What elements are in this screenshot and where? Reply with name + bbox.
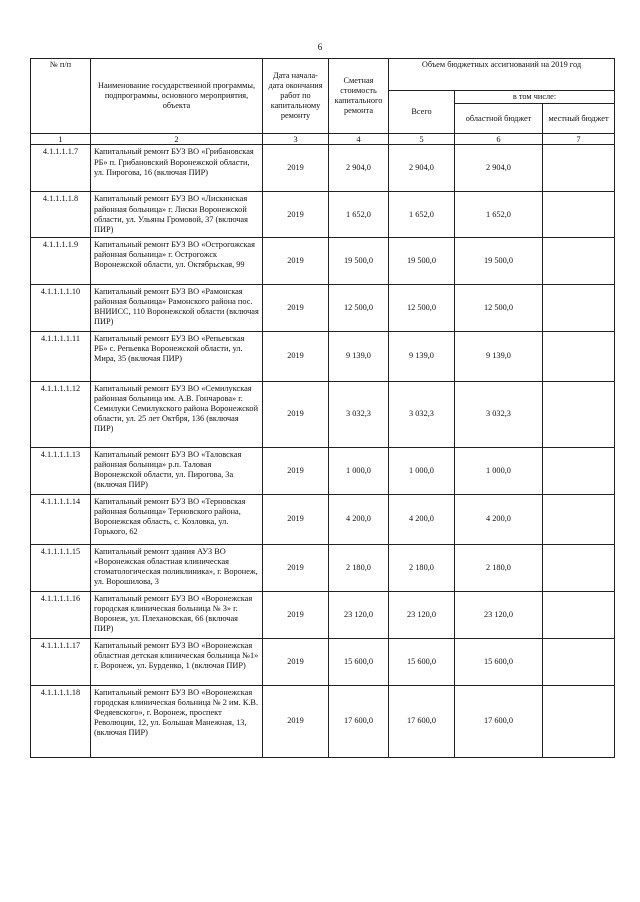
row-code: 4.1.1.1.1.16	[31, 591, 91, 638]
row-total: 17 600,0	[389, 685, 455, 757]
row-code: 4.1.1.1.1.13	[31, 447, 91, 494]
row-name: Капитальный ремонт БУЗ ВО «Грибановская РБ» п. Грибановский Воронежской области, ул. Пирогова, 16 (включая ПИР)	[91, 145, 263, 192]
row-year: 2019	[263, 494, 329, 544]
table-row	[31, 331, 615, 381]
row-name: Капитальный ремонт БУЗ ВО «Воронежская городская клиническая больница № 3» г. Воронеж, ул. Плехановская, 66 (включая ПИР)	[91, 591, 263, 638]
row-local	[543, 237, 615, 284]
row-name: Капитальный ремонт БУЗ ВО «Семилукская районная больница им. А.В. Гончарова» г. Семилуки Семилукского района Воронежской области, ул. 25 лет Октбря, 136 (включая ПИР)	[91, 381, 263, 447]
header-num: № п/п	[31, 59, 91, 134]
row-name: Капитальный ремонт БУЗ ВО «Острогожская районная больница» г. Острогожск Воронежской области, ул. Октябрьская, 99	[91, 237, 263, 284]
row-year: 2019	[263, 685, 329, 757]
row-year: 2019	[263, 447, 329, 494]
column-number: 6	[455, 134, 543, 145]
row-total: 4 200,0	[389, 494, 455, 544]
row-local	[543, 638, 615, 685]
row-regional: 17 600,0	[455, 685, 543, 757]
row-local	[543, 192, 615, 237]
row-year: 2019	[263, 544, 329, 591]
row-cost: 15 600,0	[329, 638, 389, 685]
row-total: 23 120,0	[389, 591, 455, 638]
table-row	[31, 381, 615, 447]
table-row	[31, 591, 615, 638]
row-regional: 12 500,0	[455, 284, 543, 331]
row-regional: 2 180,0	[455, 544, 543, 591]
header-budget: Объем бюджетных ассигнований на 2019 год	[389, 59, 615, 91]
row-name: Капитальный ремонт БУЗ ВО «Репьевская РБ» с. Репьевка Воронежской области, ул. Мира, 35 (включая ПИР)	[91, 331, 263, 381]
row-regional: 1 000,0	[455, 447, 543, 494]
column-number: 1	[31, 134, 91, 145]
table-row	[31, 494, 615, 544]
table-row	[31, 237, 615, 284]
row-code: 4.1.1.1.1.8	[31, 192, 91, 237]
table-row	[31, 447, 615, 494]
row-regional: 15 600,0	[455, 638, 543, 685]
table-row	[31, 638, 615, 685]
row-code: 4.1.1.1.1.14	[31, 494, 91, 544]
row-total: 2 904,0	[389, 145, 455, 192]
row-name: Капитальный ремонт БУЗ ВО «Таловская районная больница» р.п. Таловая Воронежской области, ул. Пирогова, 3а (включая ПИР)	[91, 447, 263, 494]
row-total: 9 139,0	[389, 331, 455, 381]
row-cost: 12 500,0	[329, 284, 389, 331]
table-row	[31, 284, 615, 331]
row-year: 2019	[263, 192, 329, 237]
row-total: 3 032,3	[389, 381, 455, 447]
row-year: 2019	[263, 638, 329, 685]
header-regional: областной бюджет	[455, 104, 543, 134]
column-number: 4	[329, 134, 389, 145]
row-regional: 19 500,0	[455, 237, 543, 284]
table-row	[31, 685, 615, 757]
row-code: 4.1.1.1.1.17	[31, 638, 91, 685]
column-number: 5	[389, 134, 455, 145]
row-regional: 4 200,0	[455, 494, 543, 544]
row-total: 15 600,0	[389, 638, 455, 685]
page-number: 6	[317, 42, 323, 52]
row-year: 2019	[263, 145, 329, 192]
row-local	[543, 284, 615, 331]
row-local	[543, 381, 615, 447]
row-cost: 1 652,0	[329, 192, 389, 237]
row-code: 4.1.1.1.1.15	[31, 544, 91, 591]
row-cost: 4 200,0	[329, 494, 389, 544]
table-row	[31, 544, 615, 591]
row-regional: 1 652,0	[455, 192, 543, 237]
column-number: 3	[263, 134, 329, 145]
row-total: 19 500,0	[389, 237, 455, 284]
row-total: 12 500,0	[389, 284, 455, 331]
column-number: 7	[543, 134, 615, 145]
header-local: местный бюджет	[543, 104, 615, 134]
row-cost: 3 032,3	[329, 381, 389, 447]
row-regional: 23 120,0	[455, 591, 543, 638]
row-regional: 9 139,0	[455, 331, 543, 381]
row-cost: 2 904,0	[329, 145, 389, 192]
header-total: Всего	[389, 91, 455, 134]
table-row	[31, 145, 615, 192]
row-code: 4.1.1.1.1.7	[31, 145, 91, 192]
row-code: 4.1.1.1.1.9	[31, 237, 91, 284]
header-including: в том числе:	[455, 91, 615, 104]
row-name: Капитальный ремонт БУЗ ВО «Терновская районная больница» Терновского района, Воронежская область, с. Козловка, ул. Горького, 62	[91, 494, 263, 544]
row-cost: 23 120,0	[329, 591, 389, 638]
budget-table	[30, 58, 615, 758]
row-total: 1 652,0	[389, 192, 455, 237]
table-row	[31, 192, 615, 237]
row-year: 2019	[263, 331, 329, 381]
row-code: 4.1.1.1.1.11	[31, 331, 91, 381]
row-name: Капитальный ремонт БУЗ ВО «Воронежская городская клиническая больница № 2 им. К.В. Федяевского», г. Воронеж, проспект Революции, 12, ул. Большая Манежная, 13, (включая ПИР)	[91, 685, 263, 757]
row-year: 2019	[263, 591, 329, 638]
row-regional: 2 904,0	[455, 145, 543, 192]
row-cost: 17 600,0	[329, 685, 389, 757]
row-name: Капитальный ремонт здания АУЗ ВО «Воронежская областная клиническая стоматологическая поликлиника», г. Воронеж, ул. Ворошилова, 3	[91, 544, 263, 591]
row-year: 2019	[263, 237, 329, 284]
header-cost: Сметная стоимость капитального ремонта	[329, 59, 389, 134]
row-cost: 9 139,0	[329, 331, 389, 381]
header-dates: Дата начала-дата окончания работ по капитальному ремонту	[263, 59, 329, 134]
row-code: 4.1.1.1.1.18	[31, 685, 91, 757]
row-cost: 19 500,0	[329, 237, 389, 284]
row-total: 1 000,0	[389, 447, 455, 494]
row-name: Капитальный ремонт БУЗ ВО «Лискинская районная больница» г. Лиски Воронежской области, ул. Ульяны Громовой, 37 (включая ПИР)	[91, 192, 263, 237]
row-code: 4.1.1.1.1.10	[31, 284, 91, 331]
row-local	[543, 494, 615, 544]
row-local	[543, 331, 615, 381]
row-cost: 1 000,0	[329, 447, 389, 494]
header-name: Наименование государственной программы, подпрограммы, основного мероприятия, объекта	[91, 59, 263, 134]
row-local	[543, 447, 615, 494]
row-local	[543, 544, 615, 591]
row-total: 2 180,0	[389, 544, 455, 591]
row-year: 2019	[263, 284, 329, 331]
row-name: Капитальный ремонт БУЗ ВО «Воронежская областная детская клиническая больница №1» г. Воронеж, ул. Бурденко, 1 (включая ПИР)	[91, 638, 263, 685]
row-local	[543, 145, 615, 192]
row-local	[543, 591, 615, 638]
row-name: Капитальный ремонт БУЗ ВО «Рамонская районная больница» Рамонского района пос. ВНИИСС, 110 Воронежской области (включая ПИР)	[91, 284, 263, 331]
row-regional: 3 032,3	[455, 381, 543, 447]
row-year: 2019	[263, 381, 329, 447]
column-number: 2	[91, 134, 263, 145]
row-code: 4.1.1.1.1.12	[31, 381, 91, 447]
row-local	[543, 685, 615, 757]
row-cost: 2 180,0	[329, 544, 389, 591]
